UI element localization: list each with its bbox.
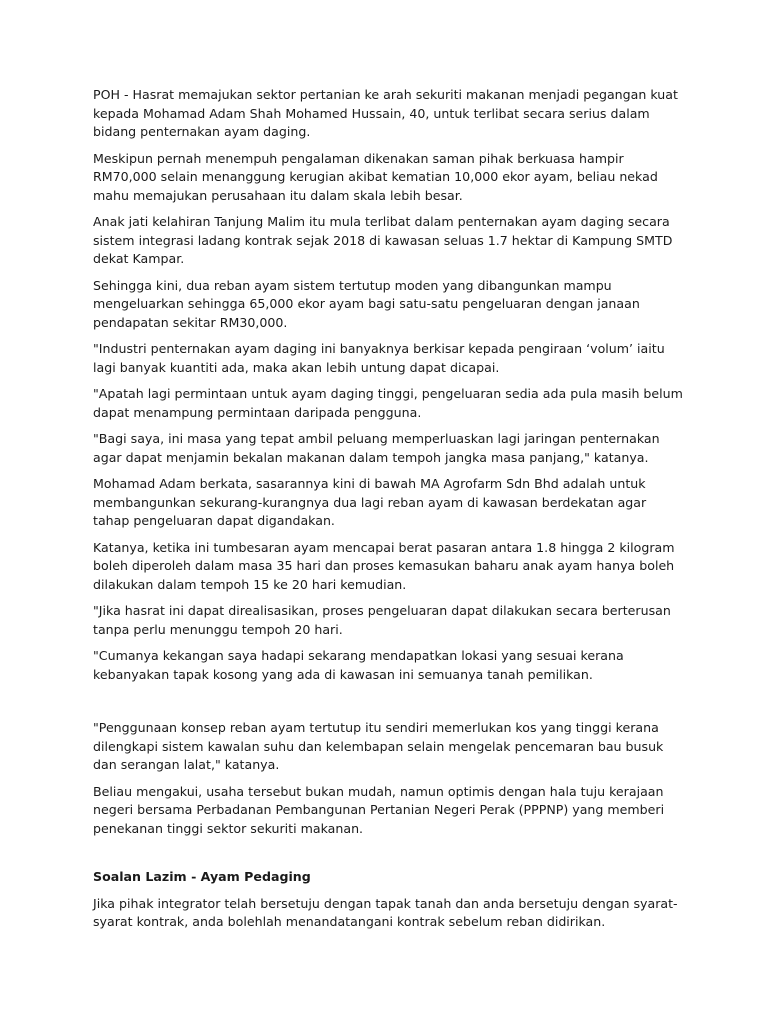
article-paragraph: "Apatah lagi permintaan untuk ayam daging tinggi, pengeluaran sedia ada pula masih belum dapat menampung permintaan daripada pengguna. [93,386,683,420]
article-paragraph: Meskipun pernah menempuh pengalaman dikenakan saman pihak berkuasa hampir RM70,000 selain menanggung kerugian akibat kematian 10,000 ekor ayam, beliau nekad mahu memajukan perusahaan itu dalam skala lebih besar. [93,150,658,203]
article-paragraph: Katanya, ketika ini tumbesaran ayam mencapai berat pasaran antara 1.8 hingga 2 kilogram boleh diperoleh dalam masa 35 hari dan proses kemasukan baharu anak ayam hanya boleh dilakukan dalam tempoh 15 ke 20 hari kemudian. [93,539,675,592]
article-paragraph: "Cumanya kekangan saya hadapi sekarang mendapatkan lokasi yang sesuai kerana kebanyakan tapak kosong yang ada di kawasan ini semuanya tanah pemilikan. [93,648,624,682]
article-paragraph: Anak jati kelahiran Tanjung Malim itu mula terlibat dalam penternakan ayam daging secara sistem integrasi ladang kontrak sejak 2018 di kawasan seluas 1.7 hektar di Kampung SMTD dekat Kampar. [93,214,673,266]
article-paragraph: "Penggunaan konsep reban ayam tertutup itu sendiri memerlukan kos yang tinggi kerana dilengkapi sistem kawalan suhu dan kelembapan selain mengelak pencemaran bau busuk dan serangan lalat," katanya. [93,720,664,772]
section-spacer [93,846,683,868]
article-paragraph: Mohamad Adam berkata, sasarannya kini di bawah MA Agrofarm Sdn Bhd adalah untuk membangunkan sekurang-kurangnya dua lagi reban ayam di kawasan berdekatan agar tahap pengeluaran dapat digandakan. [93,476,647,528]
article-body [93,86,683,940]
section-spacer [93,692,683,719]
article-paragraph: "Jika hasrat ini dapat direalisasikan, proses pengeluaran dapat dilakukan secara berterusan tanpa perlu menunggu tempoh 20 hari. [93,603,671,637]
faq-paragraph: Jika pihak integrator telah bersetuju dengan tapak tanah dan anda bersetuju dengan syarat-syarat kontrak, anda bolehlah menandatangani kontrak sebelum reban didirikan. [93,895,678,929]
article-paragraph: Sehingga kini, dua reban ayam sistem tertutup moden yang dibangunkan mampu mengeluarkan sehingga 65,000 ekor ayam bagi satu-satu pengeluaran dengan janaan pendapatan sekitar RM30,000. [93,277,640,330]
faq-heading: Soalan Lazim - Ayam Pedaging [93,869,311,884]
article-paragraph: "Bagi saya, ini masa yang tepat ambil peluang memperluaskan lagi jaringan penternakan agar dapat menjamin bekalan makanan dalam tempoh jangka masa panjang," katanya. [93,431,660,465]
article-paragraph: "Industri penternakan ayam daging ini banyaknya berkisar kepada pengiraan ‘volum’ iaitu lagi banyak kuantiti ada, maka akan lebih untung dapat dicapai. [93,341,665,375]
article-paragraph: Beliau mengakui, usaha tersebut bukan mudah, namun optimis dengan hala tuju kerajaan negeri bersama Perbadanan Pembangunan Pertanian Negeri Perak (PPPNP) yang memberi penekanan tinggi sektor sekuriti makanan. [93,783,665,836]
article-paragraph: POH - Hasrat memajukan sektor pertanian ke arah sekuriti makanan menjadi pegangan kuat kepada Mohamad Adam Shah Mohamed Hussain, 40, untuk terlibat secara serius dalam bidang penternakan ayam daging. [93,87,678,139]
